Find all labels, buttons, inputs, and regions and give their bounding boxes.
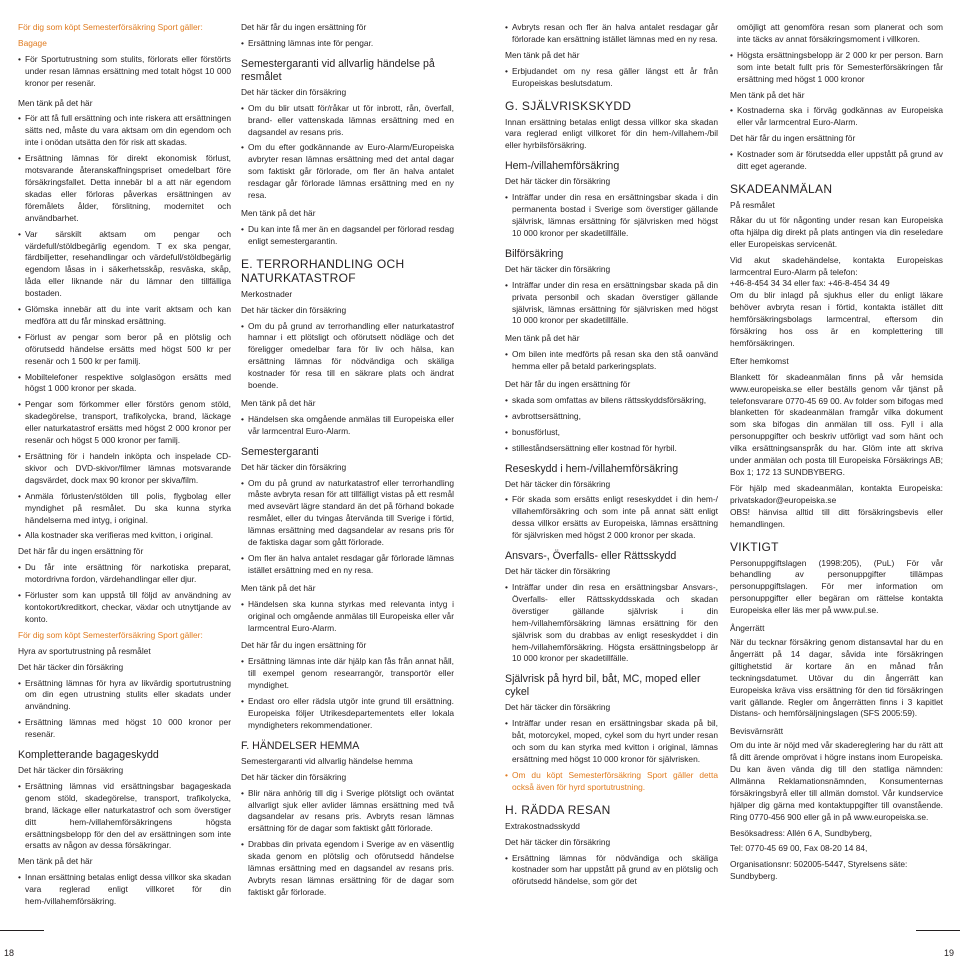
list-item: • Förlust av pengar som beror på en plötslig och oförutsedd händelse ersätts med högst 500 kr per resenär och 1 500 kr per familj.	[18, 332, 231, 368]
list-item: • Mobiltelefoner respektive solglasögon ersätts med högst 1 000 kronor per skada.	[18, 372, 231, 396]
heading-section-h: H. RÄDDA RESAN	[505, 802, 611, 817]
list-item: • Du kan inte få mer än en dagsandel per förlorad resdag enligt semestergarantin.	[241, 224, 454, 248]
label-bagage: Bagage	[18, 37, 47, 48]
paragraph: För hjälp med skadeanmälan, kontakta Europeiska: privatskador@europeiska.se	[730, 482, 943, 505]
paragraph: Blankett för skadeanmälan finns på vår hemsida www.europeiska.se eller beställs genom vår tjänst på telefonsvarare 0770-45 69 00. Av folder som bifogas med blanketten för skadeanmälan framgår vilka dokument som ska bifogas din anmälan till oss. Fyll i alla personuppgifter och beskriv utförligt vad som hänt och vilka ersättningsanspråk du har. Glöm inte att skriva under anmälan och posta till Europeiska Försäkrings AB; Box 1; 172 13 SUNDBYBERG.	[730, 371, 943, 477]
list-item: • Endast oro eller rädsla utgör inte grund till ersättning. Europeiska följer Utrikesdepartementets eller lokala myndigheters rekommendationer.	[241, 696, 454, 732]
list-item: • Ersättning för i handeln inköpta och inspelade CD-skivor och DVD-skivor/filmer lämnas motsvarande dagsvärdet, dock max 90 kronor per skiva/film.	[18, 451, 231, 487]
label-pa-resmalet: På resmålet	[730, 199, 775, 210]
list-item: • avbrottsersättning,	[505, 411, 718, 423]
heading-viktigt: VIKTIGT	[730, 539, 779, 554]
heading-semestergaranti: Semestergaranti vid allvarlig händelse på resmålet	[241, 57, 435, 83]
list-item: • Inträffar under din resa en ersättningsbar Ansvars-, Överfalls- eller Rättsskyddsskada och skadan överstiger gällande självrisk i din hem-/villahemförsäkring lämnas ersättning för den självrisk som du drabbas av enligt reseskyddet i din hem-/villahemförsäkring. Högsta ersättningsbelopp är 10 000 kronor per skadetillfälle.	[505, 582, 718, 665]
paragraph: Om du blir inlagd på sjukhus eller du enligt läkare behöver avbryta resan i förtid, kontakta istället ditt hemförsäkringsbolags larmcentral, eftersom din försäkring hos oss är en komplettering till hemförsäkringen.	[730, 290, 943, 348]
label-tacker: Det här täcker din försäkring	[505, 478, 611, 489]
list-item-sport: • Om du köpt Semesterförsäkring Sport gäller detta också även för hyrd sportutrustning.	[505, 770, 718, 794]
list-item: • Händelsen ska kunna styrkas med relevanta intyg i original och omgående anmälas till Europeiska eller vår larmcentral Euro-Alarm.	[241, 599, 454, 635]
label-angerratt: Ångerrätt	[730, 623, 765, 634]
list-item: • skada som omfattas av bilens rättsskyddsförsäkring,	[505, 395, 718, 407]
label-men-tank: Men tänk på det här	[241, 582, 316, 593]
paragraph: Vid akut skadehändelse, kontakta Europeiskas larmcentral Euro-Alarm på telefon:	[730, 254, 943, 277]
address-line: Organisationsnr: 502005-5447, Styrelsens säte: Sundbyberg.	[730, 859, 908, 882]
heading-skadeanmalan: SKADEANMÄLAN	[730, 181, 833, 196]
heading-section-f: F. HÄNDELSER HEMMA	[241, 739, 360, 752]
list-item: • Glömska innebär att du inte varit aktsam och kan medföra att du får minskad ersättning.	[18, 304, 231, 328]
footer-rule-left	[0, 930, 44, 931]
label-men-tank: Men tänk på det här	[241, 397, 316, 408]
paragraph: OBS! hänvisa alltid till ditt försäkringsbevis eller hemandlingen.	[730, 506, 943, 529]
paragraph: Om du inte är nöjd med vår skadereglering har du rätt att få ditt ärende omprövat i högre instans inom Europeiska. Du kan även vända dig till den statliga nämnden: Allmänna Reklamationsnämnden, Konsumenternas försäkringsbyrå eller till allmän domstol. Vår kundservice hjälper dig gärna med kontaktuppgifter till ovanstående. Ring 0770-456 900 eller gå in på www.europeiska.se.	[730, 740, 943, 822]
list-item: • Inträffar under din resa en ersättningsbar skada på din privata personbil och skadan överstiger gällande självrisk, lämnas ersättning för självrisken med högst 10 000 kronor per skadetillfälle.	[505, 280, 718, 328]
list-item: • För Sportutrustning som stulits, förlorats eller förstörts under resan lämnas ersättning med totalt högst 10 000 kronor per resenär.	[18, 54, 231, 90]
address-line: Tel: 0770-45 69 00, Fax 08-20 14 84,	[730, 843, 868, 854]
list-item: • Alla kostnader ska verifieras med kvitton, i original.	[18, 530, 231, 542]
heading-kompletterande: Kompletterande bagageskydd	[18, 749, 159, 762]
label-tacker: Det här täcker din försäkring	[241, 771, 347, 782]
list-item: • Anmäla förlusten/stölden till polis, flygbolag eller myndighet på resmålet. Du ska kunna styrka händelserna med intyg, i original.	[18, 491, 231, 527]
list-item: • Om fler än halva antalet resdagar går förlorade lämnas istället ersättning med en ny resa.	[241, 553, 454, 577]
paragraph: När du tecknar försäkring genom distansavtal har du en ångerrätt på 14 dagar, såvida inte försäkringen giltighetstid är kortare än en månad från teckningsdatumet. Utövar du din ångerrätt kan Europeiska kräva viss ersättning för den tid försäkringen varit gällande. Regler om ångerrätten finns i 3 kapitlet Distans- och hemförsäljningslagen (SFS 2005:59).	[730, 636, 943, 719]
list-item: • Ersättning lämnas för nödvändiga och skäliga kostnader som har uppstått på grund av en plötslig och oförutsedd händelse, som gör det	[505, 853, 718, 889]
column-4	[730, 22, 943, 887]
list-item: • Erbjudandet om ny resa gäller längst ett år från Europeiskas beslutsdatum.	[505, 66, 718, 90]
paragraph: Innan ersättning betalas enligt dessa villkor ska skadan vara reglerad enligt villkoret för din hem-/villahem-/bil eller hyrbilsförsäkring.	[505, 116, 718, 151]
label-tacker: Det här täcker din försäkring	[241, 304, 347, 315]
list-item: • Kostnader som är förutsedda eller uppstått på grund av ditt eget agerande.	[730, 149, 943, 173]
heading-bilforsakring: Bilförsäkring	[505, 247, 564, 260]
list-item: • Drabbas din privata egendom i Sverige av en väsentlig skada genom en plötslig och oförutsedd händelse lämnas ersättning med en dagsandel av resans pris. Avbryts resan lämnas ersättning för de dagar som faktiskt går förlorade.	[241, 839, 454, 899]
label-tacker: Det här täcker din försäkring	[18, 765, 124, 776]
heading-reseskydd: Reseskydd i hem-/villahemförsäkring	[505, 462, 679, 475]
label-tacker: Det här täcker din försäkring	[241, 461, 347, 472]
list-item: • Högsta ersättningsbelopp är 2 000 kr per person. Barn som inte betalt fullt pris för Semesterförsäkringen får ersättning med högst 1 000 kronor	[730, 50, 943, 86]
list-item: • Avbryts resan och fler än halva antalet resdagar går förlorade kan ersättning istället lämnas med en ny resa.	[505, 22, 718, 46]
label-ingen-ersattning: Det här får du ingen ersättning för	[730, 133, 856, 144]
list-item: • Pengar som förkommer eller förstörs genom stöld, skadegörelse, transport, trafikolycka, brand, läckage eller naturkatastrof ersätts med högst 2 000 kronor per resenär och högst 5 000 kronor per familj.	[18, 399, 231, 447]
heading-section-e: E. TERRORHANDLING OCH NATURKATASTROF	[241, 256, 405, 285]
label-ingen-ersattning: Det här får du ingen ersättning för	[505, 379, 631, 390]
label-ingen-ersattning: Det här får du ingen ersättning för	[18, 546, 144, 557]
heading-section-g: G. SJÄLVRISKSKYDD	[505, 98, 632, 113]
list-item: • Händelsen ska omgående anmälas till Europeiska eller vår larmcentral Euro-Alarm.	[241, 414, 454, 438]
heading-semestergaranti-2: Semestergaranti	[241, 445, 319, 458]
list-item: • Blir nära anhörig till dig i Sverige plötsligt och oväntat allvarligt sjuk eller avlider lämnas ersättning med två dagsandelar av resans pris. Avbryts resan lämnas ersättning för de dagar som faktiskt gått förlorade.	[241, 788, 454, 836]
list-item: • Om du efter godkännande av Euro-Alarm/Europeiska avbryter resan lämnas ersättning med det antal dagar som faktiskt går förlorade, om fler än halva antalet resdagar går förlorade lämnas ersättning med en ny resa.	[241, 142, 454, 202]
phone-numbers: +46-8-454 34 34 eller fax: +46-8-454 34 49	[730, 278, 890, 289]
heading-ansvar: Ansvars-, Överfalls- eller Rättsskydd	[505, 550, 677, 563]
label-efter-hemkomst: Efter hemkomst	[730, 355, 789, 366]
page-number-left: 18	[4, 948, 15, 958]
label-men-tank: Men tänk på det här	[505, 49, 580, 60]
list-item: • För skada som ersätts enligt reseskyddet i din hem-/ villahemförsäkring och som inte på annat sätt enligt dessa villkor ersätts av Europeiska, lämnas ersättning för självrisken med högst 2 000 kronor per skada.	[505, 494, 718, 542]
label-tacker: Det här täcker din försäkring	[505, 566, 611, 577]
page-number-right: 19	[944, 948, 955, 958]
paragraph: Råkar du ut för någonting under resan kan Europeiska ofta hjälpa dig direkt på plats antingen via din reseledare eller Europeiskas servicenät.	[730, 214, 943, 249]
list-item: • Ersättning lämnas för direkt ekonomisk förlust, motsvarande återanskaffningspriset omedelbart före försäkringsfallet. Detta innebär bl a att när egendom skadas eller förloras påverkas ersättningen av föremålets ålder, förslitning, modernitet och användbarhet.	[18, 153, 231, 224]
list-item: • För att få full ersättning och inte riskera att ersättningen sätts ned, måste du vara aktsam om din egendom och inte i onödan utsätta den för risk att skadas.	[18, 113, 231, 149]
label-bevisvarnsratt: Bevisvärnsrätt	[730, 726, 784, 737]
column-3	[505, 22, 718, 892]
list-item: • Om du på grund av terrorhandling eller naturkatastrof hamnar i ett plötsligt och oförutsett nödläge och det föreligger omedelbar fara för liv och hälsa, kan ersättning lämnas för nödvändiga och skäliga kostnader för resa till en säkrare plats och ändrat boende.	[241, 321, 454, 392]
list-item: • Ersättning lämnas inte där hjälp kan fås från annat håll, till exempel genom researrangör, transportör eller myndighet.	[241, 656, 454, 692]
heading-sport: För dig som köpt Semesterförsäkring Sport gäller:	[18, 22, 203, 32]
label-tacker: Det här täcker din försäkring	[505, 836, 611, 847]
label-tacker: Det här täcker din försäkring	[241, 86, 347, 97]
label-hyra: Hyra av sportutrustning på resmålet	[18, 645, 151, 656]
list-item: • Om du på grund av naturkatastrof eller terrorhandling måste avbryta resan för att tillfälligt vistas på ett resmål med avsevärt lägre standard än det på förhand bokade resmålet, eller du tvingas återvända till Sverige i förtid, lämnas ersättning med dagsandelar av resans pris för de faktiska dagar som gått förlorade.	[241, 478, 454, 549]
list-item: • Var särskilt aktsam om pengar och värdefull/stöldbegärlig egendom. T ex ska pengar, färdbiljetter, resehandlingar och värdefull/stöldbegärlig egendom låsas in i säkerhetsskåp, resväska, skåp, låda eller liknande när du lämnar den tillfälliga bostaden.	[18, 229, 231, 300]
label-men-tank: Men tänk på det här	[18, 97, 93, 108]
label-ingen-ersattning: Det här får du ingen ersättning för	[241, 22, 367, 32]
footer-rule-right	[916, 930, 960, 931]
list-item: • Kostnaderna ska i förväg godkännas av Europeiska eller vår larmcentral Euro-Alarm.	[730, 105, 943, 129]
list-item: • Innan ersättning betalas enligt dessa villkor ska skadan vara reglerad enligt villkoret för din hem-/villahemförsäkring.	[18, 872, 231, 908]
label-tacker: Det här täcker din försäkring	[18, 661, 124, 672]
list-item: • Förluster som kan uppstå till följd av användning av kontokort/kreditkort, checkar, växlar och utnyttjande av konto.	[18, 590, 231, 626]
list-item: • Ersättning lämnas vid ersättningsbar bagageskada genom stöld, skadegörelse, transport, trafikolycka, brand, läckage eller naturkatastrof och som överstiger ditt hem-/villahemförsäkringens högsta ersättningsbelopp för den del av ersättningen som inte ersatts av någon av dessa försäkringar.	[18, 781, 231, 852]
label-semestergaranti-hemma: Semestergaranti vid allvarlig händelse hemma	[241, 755, 413, 766]
column-2	[241, 22, 454, 903]
address-line: Besöksadress: Allén 6 A, Sundbyberg,	[730, 827, 872, 838]
label-tacker: Det här täcker din försäkring	[505, 702, 611, 713]
label-men-tank: Men tänk på det här	[730, 89, 805, 100]
label-men-tank: Men tänk på det här	[241, 207, 316, 218]
column-1	[18, 22, 231, 912]
list-item: • bonusförlust,	[505, 427, 718, 439]
label-men-tank: Men tänk på det här	[18, 856, 93, 867]
label-extrakostnad: Extrakostnadsskydd	[505, 820, 580, 831]
label-merkostnader: Merkostnader	[241, 288, 293, 299]
heading-hemforsakring: Hem-/villahemförsäkring	[505, 160, 620, 173]
paragraph: omöjligt att genomföra resan som planerat och som inte täcks av annat försäkringsmoment i villkoren.	[737, 22, 943, 44]
list-item: • Du får inte ersättning för narkotiska preparat, motordrivna fordon, värdehandlingar eller djur.	[18, 562, 231, 586]
list-item: • stilleståndsersättning eller kostnad för hyrbil.	[505, 443, 718, 455]
list-item: • Om bilen inte medförts på resan ska den stå oanvänd hemma eller på betald parkeringsplats.	[505, 349, 718, 373]
label-men-tank: Men tänk på det här	[505, 333, 580, 344]
paragraph: Personuppgiftslagen (1998:205), (PuL) För vår behandling av personuppgifter tillämpas personuppgiftslagen. För mer information om personuppgifter eller begäran om rättelse kontakta Europeiska eller läs mer på www.pul.se.	[730, 557, 943, 616]
list-item: • Ersättning lämnas med högst 10 000 kronor per resenär.	[18, 717, 231, 741]
list-item: • Inträffar under resan en ersättningsbar skada på bil, båt, motorcykel, moped, cykel som du hyrt under resan och som du kan styrka med kvitton i original, lämnas ersättning med högst 10 000 kronor för självrisken.	[505, 718, 718, 766]
label-ingen-ersattning: Det här får du ingen ersättning för	[241, 640, 367, 651]
label-tacker: Det här täcker din försäkring	[505, 263, 611, 274]
label-tacker: Det här täcker din försäkring	[505, 176, 611, 187]
list-item: • Ersättning lämnas inte för pengar.	[241, 38, 454, 50]
heading-sjalvrisk-hyrd: Självrisk på hyrd bil, båt, MC, moped eller cykel	[505, 673, 701, 699]
list-item: • Om du blir utsatt för/råkar ut för inbrott, rån, överfall, brand- eller vattenskada lämnas ersättning med en dagsandel av resans pris.	[241, 103, 454, 139]
list-item: • Inträffar under din resa en ersättningsbar skada i din permanenta bostad i Sverige som överstiger gällande självrisk, lämnas ersättning för självrisken med högst 10 000 kronor per skadetillfälle.	[505, 192, 718, 240]
heading-sport-2: För dig som köpt Semesterförsäkring Sport gäller:	[18, 629, 203, 640]
list-item: • Ersättning lämnas för hyra av likvärdig sportutrustning om din egen utrustning stulits eller skadats under användning.	[18, 678, 231, 714]
